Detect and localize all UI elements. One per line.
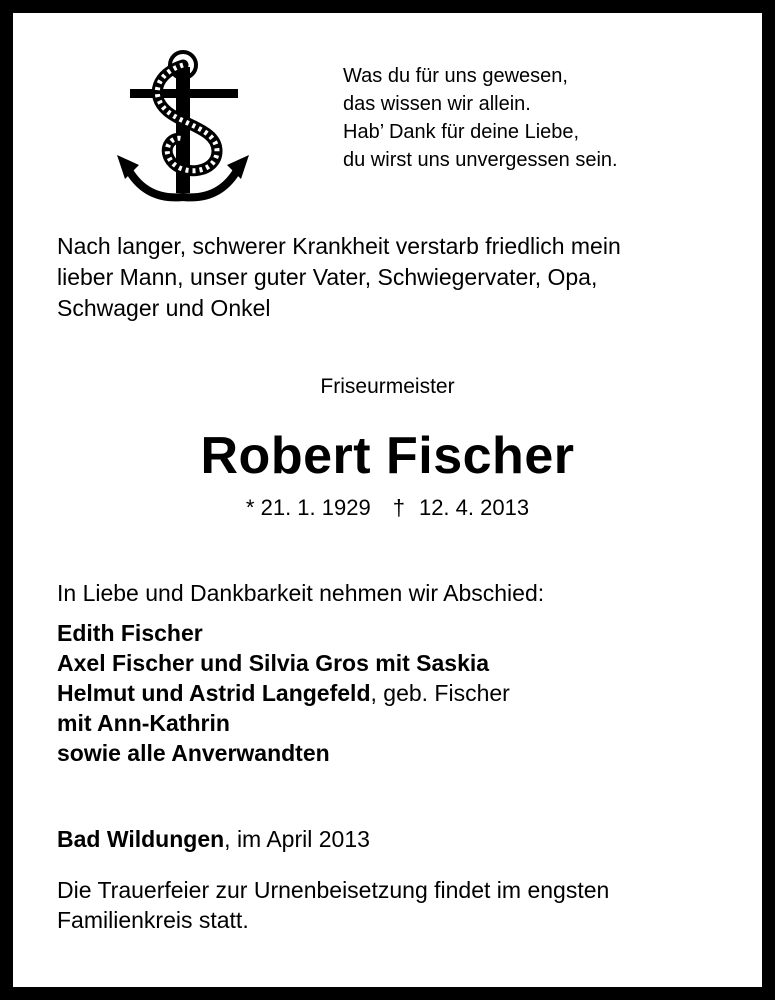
intro-line: Nach langer, schwerer Krankheit verstarb friedlich mein [57,233,621,259]
place-date: , im April 2013 [224,826,370,852]
birth-date: * 21. 1. 1929 [245,495,371,520]
service-line: Die Trauerfeier zur Urnenbeisetzung findet im engsten [57,877,610,903]
mourner-line [57,738,510,768]
cross-icon: † [392,495,405,520]
mourner-name: mit Ann-Kathrin [57,710,230,736]
mourner-note: , geb. Fischer [370,680,510,706]
service-line: Familienkreis statt. [57,907,249,933]
intro-line: lieber Mann, unser guter Vater, Schwiegervater, Opa, [57,264,598,290]
poem [343,62,618,174]
mourner-name: Helmut und Astrid Langefeld [57,680,371,706]
mourner-line [57,678,510,708]
intro-text [57,231,737,324]
profession: Friseurmeister [320,375,455,398]
farewell-text: In Liebe und Dankbarkeit nehmen wir Abschied: [57,580,545,606]
deceased-name: Robert Fischer [200,427,575,485]
poem-line: Was du für uns gewesen, [343,65,568,87]
anchor-with-rope-icon [113,43,253,203]
mourner-name: Edith Fischer [57,620,203,646]
place-and-date [57,824,370,854]
place-city: Bad Wildungen [57,826,225,852]
death-date: 12. 4. 2013 [418,495,530,520]
poem-line: das wissen wir allein. [343,93,531,115]
mourner-name: Axel Fischer und Silvia Gros mit Saskia [57,650,490,676]
service-note [57,875,737,935]
poem-line: du wirst uns unvergessen sein. [343,149,618,171]
mourners-list [57,618,510,768]
poem-line: Hab’ Dank für deine Liebe, [343,121,580,143]
intro-line: Schwager und Onkel [57,295,271,321]
mourner-line [57,618,510,648]
life-dates [13,493,762,523]
mourner-line [57,708,510,738]
mourner-line [57,648,510,678]
mourner-name: sowie alle Anverwandten [57,740,330,766]
